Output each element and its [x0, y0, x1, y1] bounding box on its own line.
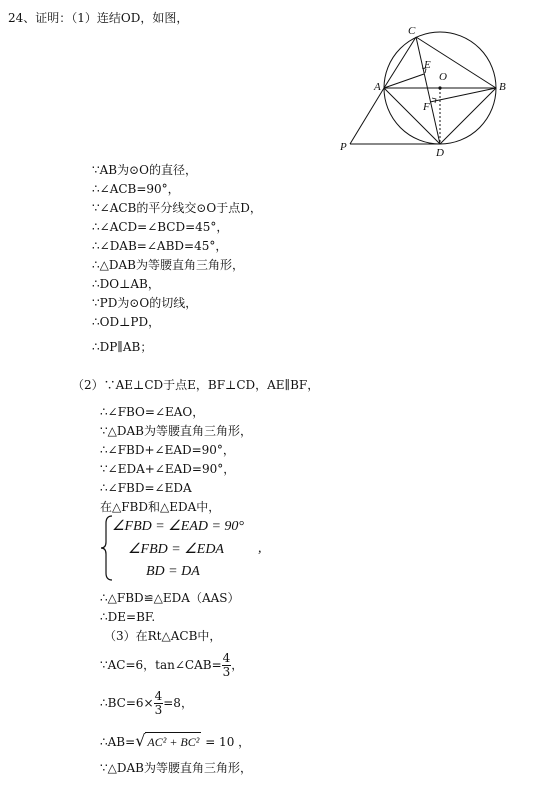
bc-suffix: =8， — [163, 696, 193, 710]
proof-line-2-5: ∴∠FBD=∠EDA — [100, 481, 192, 495]
label-e: E — [424, 59, 431, 71]
label-a: A — [374, 81, 381, 93]
proof-line-2-8: ∴DE=BF. — [100, 610, 156, 624]
label-b: B — [499, 81, 506, 93]
proof-line-1-6: ∴△DAB为等腰直角三角形， — [92, 258, 244, 272]
problem-header: 24、证明：（1）连结OD，如图， — [8, 11, 189, 25]
right-angle-f — [432, 98, 436, 103]
segment-pa — [350, 88, 384, 144]
proof-line-1-9: ∴OD⊥PD， — [92, 315, 161, 329]
system-line-1: ∠FBD = ∠EAD = 90° — [112, 519, 245, 534]
part3-line-3 — [100, 732, 250, 751]
sqrt-radicand: AC² + BC² — [145, 732, 201, 751]
proof-line-2-6: 在△FBD和△EDA中， — [100, 500, 221, 514]
tan-suffix: ， — [231, 658, 244, 672]
system-line-2: ∠FBD = ∠EDA — [128, 542, 224, 557]
geometry-figure — [336, 22, 512, 162]
segment-ae — [384, 74, 424, 88]
part3-header: （3）在Rt△ACB中， — [104, 629, 222, 643]
proof-line-1-8: ∵PD为⊙O的切线， — [92, 296, 198, 310]
fraction-4-3-b: $\frac{4}{3}$ — [154, 689, 163, 717]
bc-prefix: ∴BC=6× — [100, 696, 154, 710]
label-o: O — [439, 71, 447, 83]
ab-suffix: = 10 ， — [205, 735, 251, 749]
label-p: P — [340, 141, 347, 153]
part3-line-2 — [100, 688, 193, 718]
tan-prefix: ∵AC=6，tan∠CAB= — [100, 658, 222, 672]
part2-header: （2）∵AE⊥CD于点E，BF⊥CD，AE∥BF， — [72, 378, 320, 392]
part3-line-1 — [100, 650, 243, 680]
point-o — [438, 86, 441, 89]
proof-line-1-10: ∴DP∥AB； — [92, 340, 153, 354]
part3-line-4: ∵△DAB为等腰直角三角形， — [100, 761, 252, 775]
sqrt-sign: √ — [135, 731, 146, 750]
proof-line-1-2: ∴∠ACB=90°， — [92, 182, 180, 196]
ab-prefix: ∴AB= — [100, 735, 136, 749]
segment-bf — [430, 88, 496, 102]
segment-bd — [440, 88, 496, 144]
label-c: C — [408, 25, 416, 37]
segment-ad — [384, 88, 440, 144]
proof-line-1-3: ∵∠ACB的平分线交⊙O于点D， — [92, 201, 262, 215]
fraction-4-3: $\frac{4}{3}$ — [222, 651, 231, 679]
label-d: D — [436, 147, 444, 159]
segment-ca — [384, 37, 416, 88]
proof-line-2-3: ∴∠FBD+∠EAD=90°， — [100, 443, 235, 457]
proof-line-2-4: ∵∠EDA+∠EAD=90°， — [100, 462, 236, 476]
label-f: F — [423, 101, 430, 113]
proof-line-1-5: ∴∠DAB=∠ABD=45°， — [92, 239, 228, 253]
segment-cd — [416, 37, 440, 144]
system-trail: , — [258, 541, 262, 556]
proof-line-2-7: ∴△FBD≌△EDA（AAS） — [100, 591, 240, 605]
proof-line-1-1: ∵AB为⊙O的直径， — [92, 163, 198, 177]
system-line-3: BD = DA — [146, 564, 200, 579]
proof-line-1-4: ∴∠ACD=∠BCD=45°， — [92, 220, 229, 234]
proof-line-1-7: ∴DO⊥AB， — [92, 277, 160, 291]
proof-line-2-1: ∴∠FBO=∠EAO， — [100, 405, 205, 419]
proof-line-2-2: ∵△DAB为等腰直角三角形， — [100, 424, 252, 438]
